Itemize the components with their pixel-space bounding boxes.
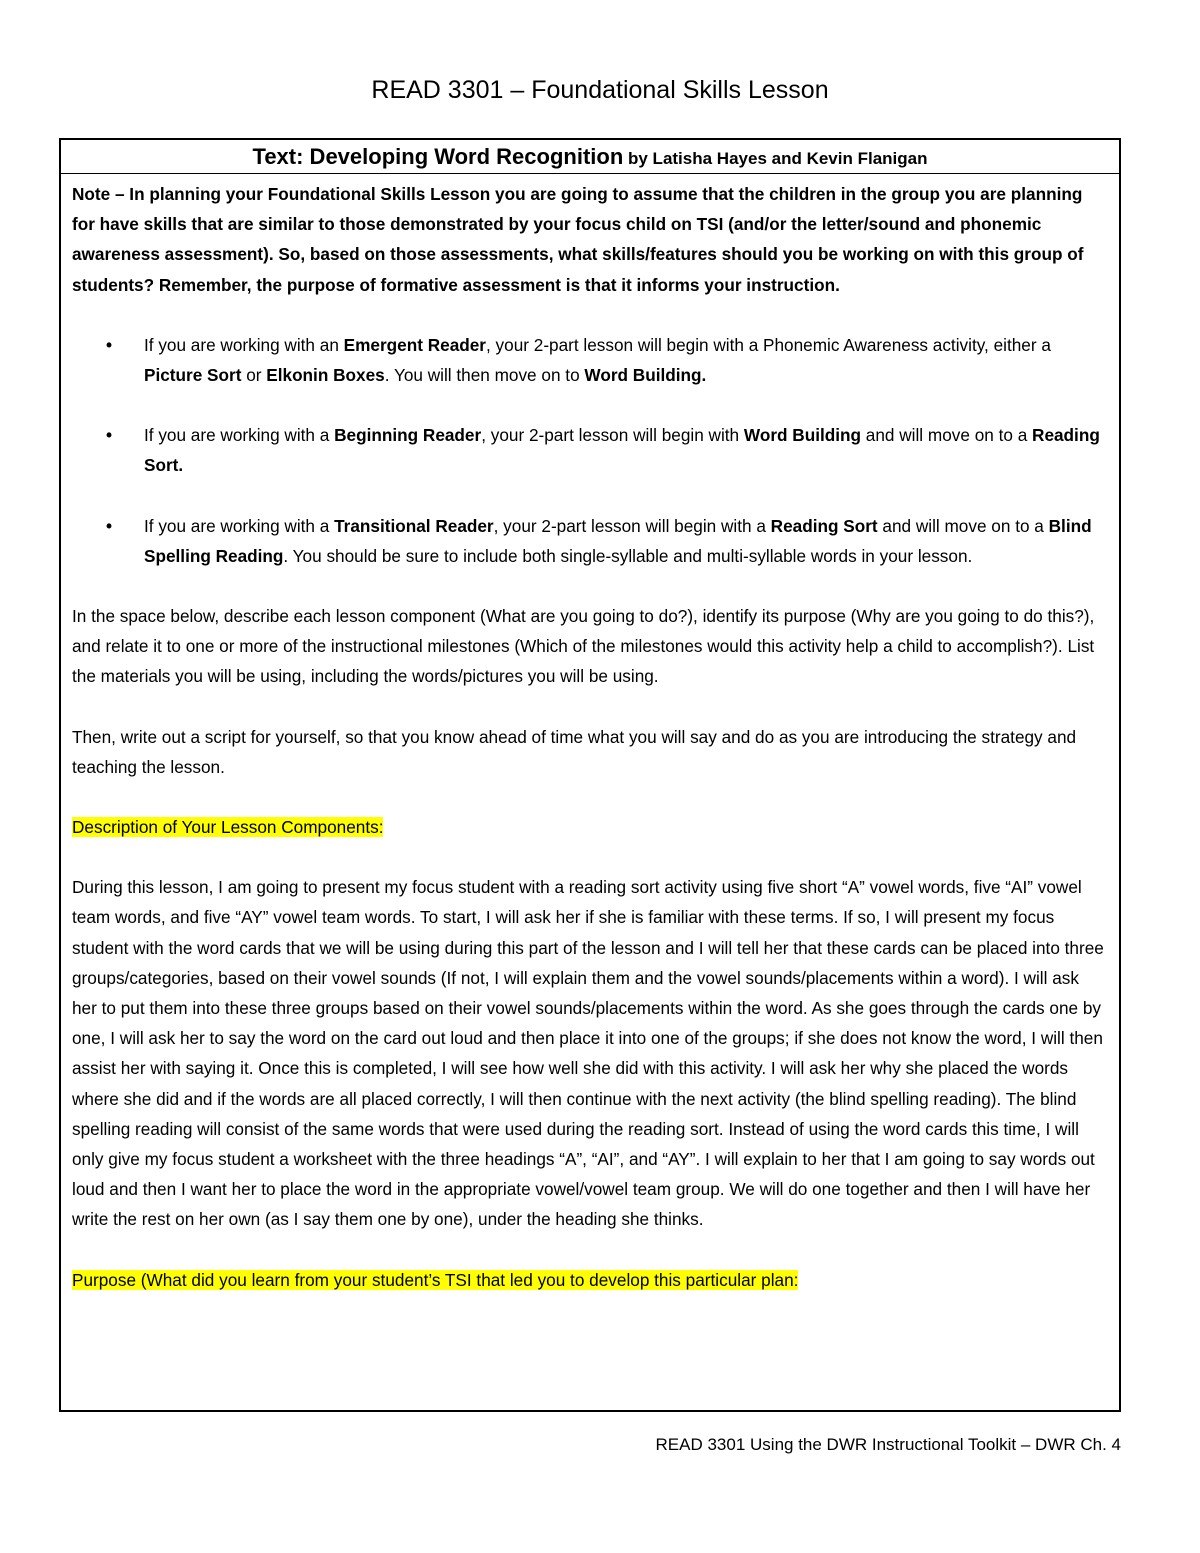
bullet-text: . You should be sure to include both single-syllable and multi-syllable words in your lesson.	[283, 545, 973, 566]
purpose-heading: Purpose (What did you learn from your student’s TSI that led you to develop this particular plan:	[72, 1269, 799, 1290]
bullet-text: .	[178, 455, 184, 476]
bullet-text: If you are working with a	[144, 515, 335, 536]
bullet-strong: Emergent Reader	[343, 334, 486, 355]
bullet-text: If you are working with an	[144, 334, 344, 355]
description-body: During this lesson, I am going to present my focus student with a reading sort activity using five short “A” vowel words, five “AI” vowel team words, and five “AY” vowel team words. To start, I will ask her if she is familiar with these terms. If so, I will present my focus student with the word cards that we will be using during this part of the lesson and I will tell her that these cards can be placed into three groups/categories, based on their vowel sounds (If not, I will explain them and the vowel sounds/placements within a word). I will ask her to put them into these three groups based on their vowel sounds/placements within the word. As she goes through the cards one by one, I will ask her to say the word on the card out loud and then place it into one of the groups; if she does not know the word, I will then assist her with saying it. Once this is completed, I will see how well she did with this activity. I will ask her why she placed the words where she did and if the words are all placed correctly, I will then continue with the next activity (the blind spelling reading). The blind spelling reading will consist of the same words that were used during the reading sort. Instead of using the word cards this time, I will only give my focus student a worksheet with the three headings “A”, “AI”, and “AY”. I will explain to her that I am going to say words out loud and then I want her to place the word in the appropriate vowel/vowel team group. We will do one together and then I will have her write the rest on her own (as I say them one by one), under the heading she thinks.	[72, 877, 1104, 1230]
bullet-strong: Transitional Reader	[334, 515, 494, 536]
bullet-icon: •	[106, 425, 113, 446]
bullet-icon: •	[106, 515, 113, 536]
page-footer: READ 3301 Using the DWR Instructional Toolkit – DWR Ch. 4	[655, 1435, 1121, 1454]
bullet-icon: •	[106, 334, 113, 355]
text-header	[61, 140, 1119, 174]
box-body	[61, 174, 1119, 1295]
bullet-strong: Picture Sort	[144, 365, 242, 386]
bullet-text: If you are working with a	[144, 425, 335, 446]
reader-type-list	[72, 330, 1108, 571]
bullet-text: , your 2-part lesson will begin with a Phonemic Awareness activity, either a	[486, 334, 1051, 355]
script-instructions-paragraph: Then, write out a script for yourself, so that you know ahead of time what you will say and do as you are introducing the strategy and teaching the lesson.	[72, 726, 1077, 777]
bullet-strong: Word Building	[584, 365, 702, 386]
bullet-strong: Blind Spelling Reading	[144, 515, 1092, 566]
page-title: READ 3301 – Foundational Skills Lesson	[371, 76, 829, 104]
bullet-strong: Word Building	[743, 425, 862, 446]
bullet-strong: Reading Sort	[770, 515, 878, 536]
bullet-text: , your 2-part lesson will begin with	[481, 425, 744, 446]
list-item-emergent	[72, 330, 1108, 390]
bullet-text: , your 2-part lesson will begin with a	[493, 515, 771, 536]
bullet-text: or	[241, 365, 267, 386]
bullet-text: and will move on to a	[861, 425, 1033, 446]
bullet-strong: Reading Sort	[144, 425, 1100, 476]
bullet-text: . You will then move on to	[384, 365, 585, 386]
bullet-text: and will move on to a	[877, 515, 1049, 536]
bullet-strong: Elkonin Boxes	[266, 365, 385, 386]
note-paragraph: Note – In planning your Foundational Skills Lesson you are going to assume that the children in the group you are planning for have skills that are similar to those demonstrated by your focus child on TSI (and/or the letter/sound and phonemic awareness assessment). So, based on those assessments, what skills/features should you be working on with this group of students? Remember, the purpose of formative assessment is that it informs your instruction.	[72, 184, 1084, 295]
text-authors: by Latisha Hayes and Kevin Flanigan	[628, 149, 928, 168]
list-item-beginning	[72, 420, 1108, 480]
bullet-text: .	[701, 365, 707, 386]
description-heading: Description of Your Lesson Components:	[72, 817, 384, 838]
instructions-paragraph: In the space below, describe each lesson component (What are you going to do?), identify its purpose (Why are you going to do this?), and relate it to one or more of the instructional milestones (Which of the milestones would this activity help a child to accomplish?). List the materials you will be using, including the words/pictures you will be using.	[72, 606, 1095, 687]
bullet-strong: Beginning Reader	[334, 425, 482, 446]
list-item-transitional	[72, 511, 1108, 571]
lesson-box	[59, 138, 1121, 1412]
text-title: Text: Developing Word Recognition	[252, 144, 624, 169]
